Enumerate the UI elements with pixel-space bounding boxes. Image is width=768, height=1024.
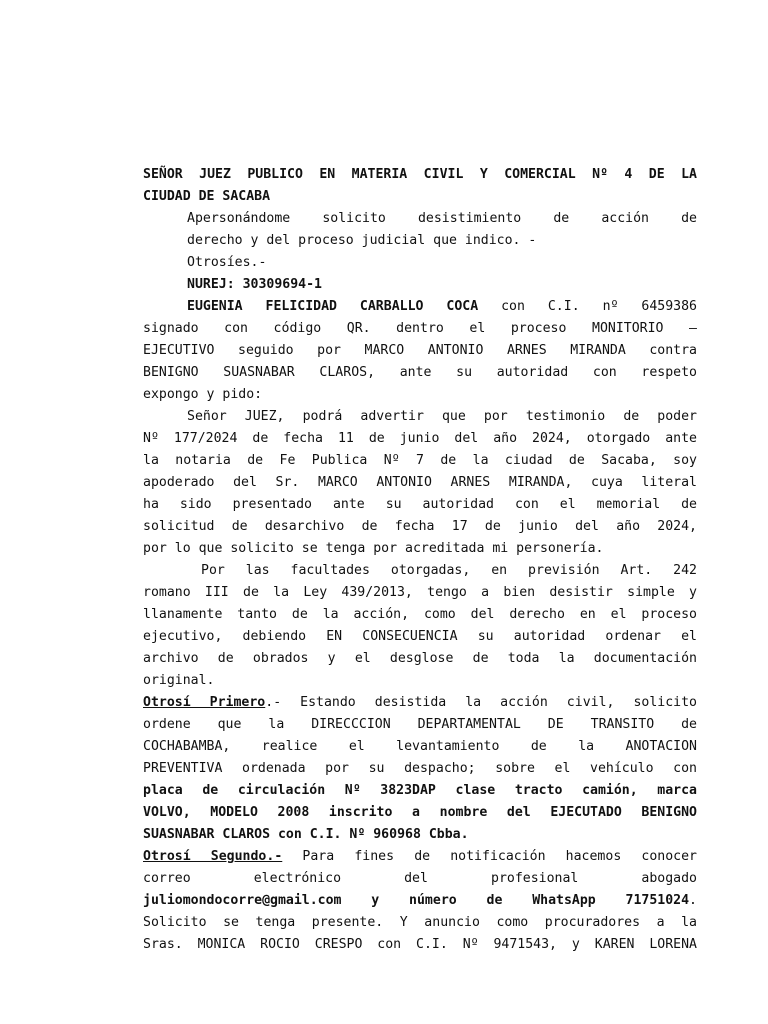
intro-line-4: BENIGNO SUASNABAR CLAROS, ante su autoridad con respeto	[143, 365, 697, 380]
whatsapp-number: 71751024	[625, 893, 690, 908]
line-end-period: .	[689, 893, 697, 908]
summary-line-1: Apersonándome solicito desistimiento de acción de	[187, 211, 697, 226]
otrosi-segundo-line-5: Sras. MONICA ROCIO CRESPO con C.I. Nº 9471543, y KAREN LORENA	[143, 937, 697, 952]
intro-line-1	[143, 296, 697, 318]
otrosi-primero-line-4: PREVENTIVA ordenada por su despacho; sobre el vehículo con	[143, 761, 697, 776]
withdrawal-line-5: archivo de obrados y el desglose de toda la documentación	[143, 651, 697, 666]
power-line-4: apoderado del Sr. MARCO ANTONIO ARNES MIRANDA, cuya literal	[143, 475, 697, 490]
withdrawal-line-6: original.	[143, 673, 215, 688]
otrosi-primero-line-7: SUASNABAR CLAROS con C.I. Nº 960968 Cbba.	[143, 827, 469, 842]
summary-line-3: Otrosíes.-	[187, 255, 267, 270]
court-heading-line-1: SEÑOR JUEZ PUBLICO EN MATERIA CIVIL Y COMERCIAL Nº 4 DE LA	[143, 167, 697, 182]
withdrawal-line-4: ejecutivo, debiendo EN CONSECUENCIA su autoridad ordenar el	[143, 629, 697, 644]
withdrawal-line-2: romano III de la Ley 439/2013, tengo a bien desistir simple y	[143, 585, 697, 600]
power-line-5: ha sido presentado ante su autoridad con el memorial de	[143, 497, 697, 512]
otrosi-primero-line-1	[143, 692, 697, 714]
otrosi-primero-line-3: COCHABAMBA, realice el levantamiento de la ANOTACION	[143, 739, 697, 754]
intro-line-5: expongo y pido:	[143, 387, 263, 402]
power-line-6: solicitud de desarchivo de fecha 17 de junio del año 2024,	[143, 519, 697, 534]
nurej-number: NUREJ: 30309694-1	[187, 277, 322, 292]
otrosi-primero-label: Otrosí Primero	[143, 695, 266, 710]
otrosi-segundo-line-2: correo electrónico del profesional abogado	[143, 871, 697, 886]
intro-line-3: EJECUTIVO seguido por MARCO ANTONIO ARNES MIRANDA contra	[143, 343, 697, 358]
document-body	[143, 164, 697, 956]
otrosi-primero-line-6: VOLVO, MODELO 2008 inscrito a nombre del EJECUTADO BENIGNO	[143, 805, 697, 820]
otrosi-primero-line-5: placa de circulación Nº 3823DAP clase tracto camión, marca	[143, 783, 697, 798]
otrosi-segundo-line-3	[143, 890, 697, 912]
whatsapp-label: y número de WhatsApp	[341, 893, 626, 908]
petitioner-name: EUGENIA FELICIDAD CARBALLO COCA	[187, 299, 479, 314]
summary-line-2: derecho y del proceso judicial que indico. -	[187, 233, 537, 248]
otrosi-primero-line-2: ordene que la DIRECCCION DEPARTAMENTAL DE TRANSITO de	[143, 717, 697, 732]
petitioner-id: con C.I. nº 6459386	[478, 299, 697, 314]
power-line-2: Nº 177/2024 de fecha 11 de junio del año 2024, otorgado ante	[143, 431, 697, 446]
court-heading-line-2: CIUDAD DE SACABA	[143, 189, 271, 204]
otrosi-primero-text: .- Estando desistida la acción civil, solicito	[265, 695, 697, 710]
power-line-7: por lo que solicito se tenga por acreditada mi personería.	[143, 541, 604, 556]
withdrawal-line-1: Por las facultades otorgadas, en previsión Art. 242	[201, 563, 697, 578]
power-line-1: Señor JUEZ, podrá advertir que por testimonio de poder	[187, 409, 697, 424]
lawyer-email: juliomondocorre@gmail.com	[143, 893, 342, 908]
withdrawal-line-3: llanamente tanto de la acción, como del derecho en el proceso	[143, 607, 697, 622]
power-line-3: la notaria de Fe Publica Nº 7 de la ciudad de Sacaba, soy	[143, 453, 697, 468]
intro-line-2: signado con código QR. dentro el proceso MONITORIO –	[143, 321, 697, 336]
otrosi-segundo-label: Otrosí Segundo.-	[143, 849, 283, 864]
otrosi-segundo-line-4: Solicito se tenga presente. Y anuncio como procuradores a la	[143, 915, 697, 930]
otrosi-segundo-text: Para fines de notificación hacemos conocer	[282, 849, 697, 864]
otrosi-segundo-line-1	[143, 846, 697, 868]
